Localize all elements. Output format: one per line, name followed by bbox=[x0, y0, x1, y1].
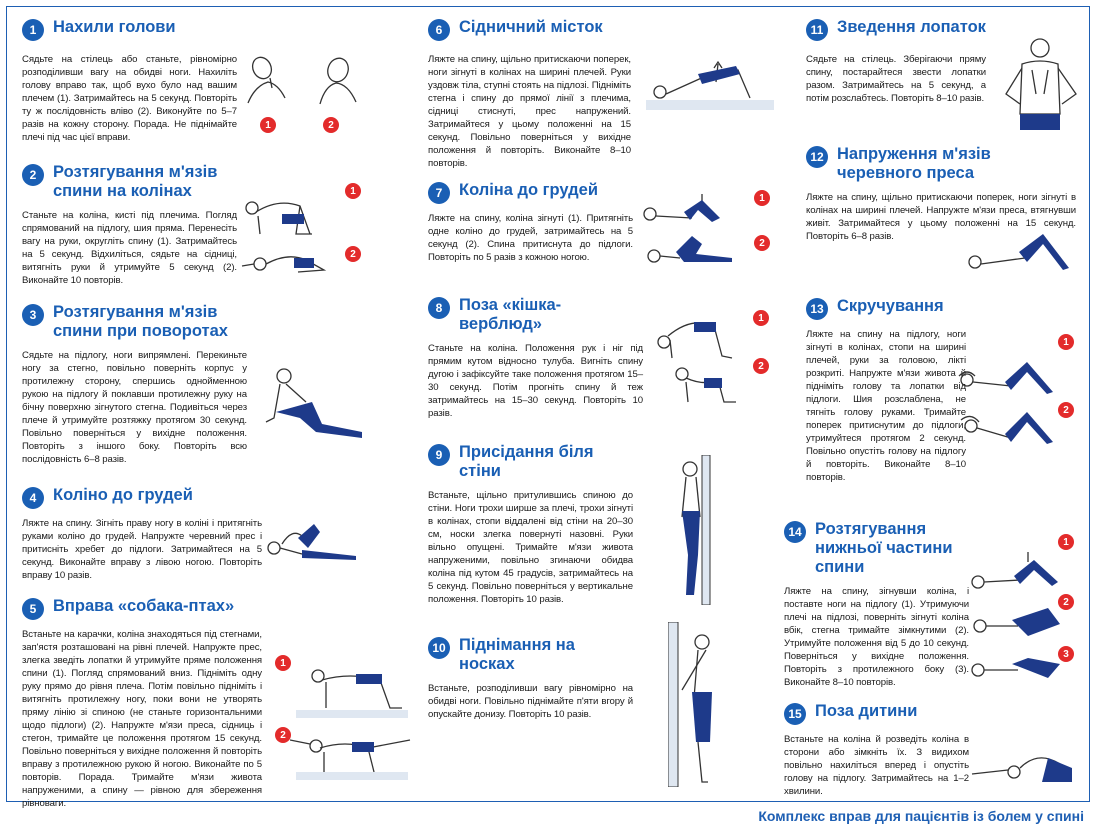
exercise-text: Ляжте на спину, щільно притискаючи поперек, ноги зігнуті в колінах на ширині плечей. Напружте м'язи преса, втягнувши живіт. Затримайтеся у цьому положенні на 15 секунд. Повторіть 6–8 разів. bbox=[806, 192, 1076, 242]
exercise-title: Напруження м'язів черевного преса bbox=[837, 145, 991, 182]
exercise-13 bbox=[806, 297, 966, 484]
exercise-text: Встаньте, щільно притулившись спиною до стіни. Ноги трохи ширше за плечі, трохи зігнуті в колінах, стопи віддалені від стіни на 20–30 см, носки злегка повернуті назовні. Руки вільно опущені. Тримайте м'язи живота напруженими, повільно згинаючи обидва коліна під кутом 45 градусів, затримайтесь на 5 секунд. Повільно поверніться у вертикальне положення. Повторіть 10 разів. bbox=[428, 490, 633, 605]
exercise-number: 13 bbox=[806, 298, 828, 320]
exercise-text: Встаньте на коліна й розведіть коліна в сторони або зімкніть їх. З видихом повільно нахиліться вперед і опустіть голову на підлогу. Затримайтесь на 1–2 хвилини. bbox=[784, 734, 969, 797]
step-badge-2: 2 bbox=[753, 358, 769, 374]
exercise-5 bbox=[22, 597, 262, 810]
exercise-number: 7 bbox=[428, 182, 450, 204]
exercise-title: Нахили голови bbox=[53, 18, 176, 36]
exercise-9 bbox=[428, 443, 633, 606]
cat-camel-illustration bbox=[652, 306, 742, 406]
exercise-text: Сядьте на стілець або станьте, рівномірно розподіливши вагу на обидві ноги. Нахиліть голову вправо так, щоб вухо було над вашим плечем (1). Затримайтесь на 5 секунд. Повторіть ту ж послідовність вліво (2). Виконуйте по 5–7 разів на кожну сторону. Порада. Не піднімайте плечі під час цієї вправи. bbox=[22, 54, 237, 143]
exercise-number: 3 bbox=[22, 304, 44, 326]
exercise-7 bbox=[428, 181, 633, 264]
exercise-number: 9 bbox=[428, 444, 450, 466]
exercise-text: Ляжте на спину на підлогу, ноги зігнуті в колінах, стопи на ширині плечей, руки за головою, лікті розкриті. Напружте м'язи живота й підніміть голову та лопатки від підлоги. Шия розслаблена, не тягніть голову руками. Тримайте поперек притиснутим до підлоги, утримуйтеся протягом 2 секунд. Повільно опустіть голову на підлогу й повторіть. Виконайте 8–10 повторів. bbox=[806, 329, 966, 483]
exercise-11 bbox=[806, 18, 986, 105]
exercise-title: Присідання біля стіни bbox=[459, 443, 594, 480]
exercise-title: Поза «кішка-верблюд» bbox=[459, 296, 562, 333]
exercise-15 bbox=[784, 702, 969, 798]
step-badge-2: 2 bbox=[275, 727, 291, 743]
exercise-title: Скручування bbox=[837, 297, 944, 315]
exercise-number: 12 bbox=[806, 146, 828, 168]
exercise-number: 1 bbox=[22, 19, 44, 41]
knees-to-chest-illustration bbox=[640, 188, 750, 273]
step-badge-1: 1 bbox=[1058, 534, 1074, 550]
exercise-number: 14 bbox=[784, 521, 806, 543]
childs-pose-illustration bbox=[968, 740, 1078, 790]
kneeling-stretch-illustration bbox=[238, 190, 338, 285]
exercise-title: Зведення лопаток bbox=[837, 18, 986, 36]
exercise-number: 15 bbox=[784, 703, 806, 725]
step-badge-2: 2 bbox=[345, 246, 361, 262]
exercise-4 bbox=[22, 486, 262, 582]
step-badge-2: 2 bbox=[1058, 594, 1074, 610]
step-badge-2: 2 bbox=[754, 235, 770, 251]
exercise-title: Поза дитини bbox=[815, 702, 918, 720]
exercise-text: Станьте на коліна, кисті під плечима. Погляд спрямований на підлогу, шия пряма. Перенесіть вагу на руки, округліть спину (1). Затримайтесь на 5 секунд. Відхиліться, сядьте на сідниці, витягніть руки й утримуйте 5 секунд (2). Виконайте 10 повторів. bbox=[22, 210, 237, 286]
exercise-title: Сідничний місток bbox=[459, 18, 603, 36]
bird-dog-illustration bbox=[290, 660, 415, 790]
exercise-8 bbox=[428, 296, 643, 420]
exercise-text: Ляжте на спину, зігнувши коліна, і поставте ноги на підлогу (1). Утримуючи плечі на підлозі, поверніть зігнуті коліна вбік, стегна тримайте зімкнутими (2). Утримуйте положення від 5 до 10 секунд. Поверніться у вихідне положення. Повторіть з протилежного боку (3). Виконайте 8–10 повторів. bbox=[784, 586, 969, 688]
exercise-title: Розтягування м'язів спини на колінах bbox=[53, 163, 218, 200]
knee-to-chest-illustration bbox=[262, 518, 362, 568]
step-badge-3: 3 bbox=[1058, 646, 1074, 662]
wall-squat-illustration bbox=[660, 455, 720, 605]
seated-twist-illustration bbox=[262, 362, 372, 442]
exercise-14 bbox=[784, 520, 969, 689]
exercise-text: Ляжте на спину, щільно притискаючи поперек, ноги зігнуті в колінах на ширині плечей. Руки уздовж тіла, ступні стоять на підлозі. Підніміть стегна і спину до прямої лінії з плечима, сідниці стиснуті, прес напружений. Затримайтеся у цьому положенні на 15 секунд. Повільно поверніться у вихідне положення й повторіть. Виконайте 8–10 повторів. bbox=[428, 54, 631, 169]
exercise-title: Коліно до грудей bbox=[53, 486, 193, 504]
exercise-number: 2 bbox=[22, 164, 44, 186]
exercise-1 bbox=[22, 18, 237, 144]
step-badge-1: 1 bbox=[1058, 334, 1074, 350]
crunch-illustration bbox=[955, 348, 1060, 458]
exercise-title: Розтягування м'язів спини при поворотах bbox=[53, 303, 228, 340]
exercise-text: Ляжте на спину, коліна зігнуті (1). Притягніть одне коліно до грудей, затримайтесь на 5 секунд (2). Спина притиснута до підлоги. Повторіть по 5 разів з кожною ногою. bbox=[428, 213, 633, 263]
exercise-3 bbox=[22, 303, 247, 466]
ab-brace-illustration bbox=[965, 228, 1080, 278]
exercise-text: Ляжте на спину. Зігніть праву ногу в коліні і притягніть руками коліно до грудей. Напружте черевний прес і притисніть хребет до підлоги. Затримайтеся на 5 секунд. Виконайте вправу з лівою ногою. Повторіть вправу 10 разів. bbox=[22, 518, 262, 581]
glute-bridge-illustration bbox=[646, 58, 776, 118]
step-badge-2: 2 bbox=[1058, 402, 1074, 418]
exercise-title: Піднімання на носках bbox=[459, 636, 575, 673]
exercise-text: Сядьте на підлогу, ноги випрямлені. Перекиньте ногу за стегно, повільно поверніть корпус у протилежну сторону, спершись однойменною рукою на підлогу й поклавши протилежну руку на бічну поверхню зігнутого стегна. Подивіться через плече й утримуйте розтяжку протягом 30 секунд. Повільно поверніться у вихідне положення. Повторіть з іншого боку. Повторіть всю послідовність 6–8 разів. bbox=[22, 350, 247, 465]
calf-raise-illustration bbox=[668, 622, 728, 787]
exercise-number: 10 bbox=[428, 637, 450, 659]
exercise-number: 8 bbox=[428, 297, 450, 319]
exercise-number: 4 bbox=[22, 487, 44, 509]
exercise-title: Коліна до грудей bbox=[459, 181, 598, 199]
step-badge-1: 1 bbox=[260, 117, 276, 133]
step-badge-1: 1 bbox=[275, 655, 291, 671]
exercise-title: Вправа «собака-птах» bbox=[53, 597, 235, 615]
exercise-title: Розтягування нижньої частини спини bbox=[815, 520, 953, 576]
scapula-squeeze-illustration bbox=[1000, 34, 1082, 134]
head-tilt-illustration bbox=[240, 48, 380, 118]
step-badge-1: 1 bbox=[754, 190, 770, 206]
step-badge-1: 1 bbox=[753, 310, 769, 326]
exercise-text: Станьте на коліна. Положення рук і ніг під прямим кутом відносно тулуба. Вигніть спину дугою і зафіксуйте таке положення протягом 15–30 секунд. Потім прогніть спину й теж затримайтесь на 15–30 секунд. Повторіть 10 разів. bbox=[428, 343, 643, 419]
exercise-number: 6 bbox=[428, 19, 450, 41]
exercise-number: 5 bbox=[22, 598, 44, 620]
exercise-6 bbox=[428, 18, 631, 170]
exercise-text: Встаньте на карачки, коліна знаходяться під стегнами, зап'ястя розташовані на рівні плечей. Напружте прес, злегка зведіть лопатки й утримуйте пряме положення спини (1). Погляд спрямований вниз. Підніміть одну руку прямо до рівня плеча. Потім повільно підніміть і витягніть протилежну ногу, поки вони не утворять пряму лінію зі спиною (не станьте горизонтальними щодо підлоги) (2). Напружте м'язи преса, сідниць і стегон, тримайте це положення протягом 15 секунд. Повільно поверніться у вихідне положення й повторіть вправу з протилежною рукою й ногою. Виконайте по 5 повторів. Порада. Тримайте м'язи живота напруженими, а спину — рівною для збереження рівноваги. bbox=[22, 629, 262, 809]
lower-back-stretch-illustration bbox=[968, 546, 1068, 696]
step-badge-2: 2 bbox=[323, 117, 339, 133]
page-footer-title: Комплекс вправ для пацієнтів із болем у спині bbox=[758, 808, 1084, 824]
exercise-text: Встаньте, розподіливши вагу рівномірно на обидві ноги. Повільно піднімайте п'яти вгору й опускайте донизу. Повторіть 10 разів. bbox=[428, 683, 633, 720]
step-badge-1: 1 bbox=[345, 183, 361, 199]
exercise-number: 11 bbox=[806, 19, 828, 41]
exercise-2 bbox=[22, 163, 237, 287]
exercise-10 bbox=[428, 636, 633, 721]
exercise-text: Сядьте на стілець. Зберігаючи пряму спину, постарайтеся звести лопатки разом. Затримайтесь на 5 секунд, а потім розслабтесь. Повторіть 8–10 разів. bbox=[806, 54, 986, 104]
